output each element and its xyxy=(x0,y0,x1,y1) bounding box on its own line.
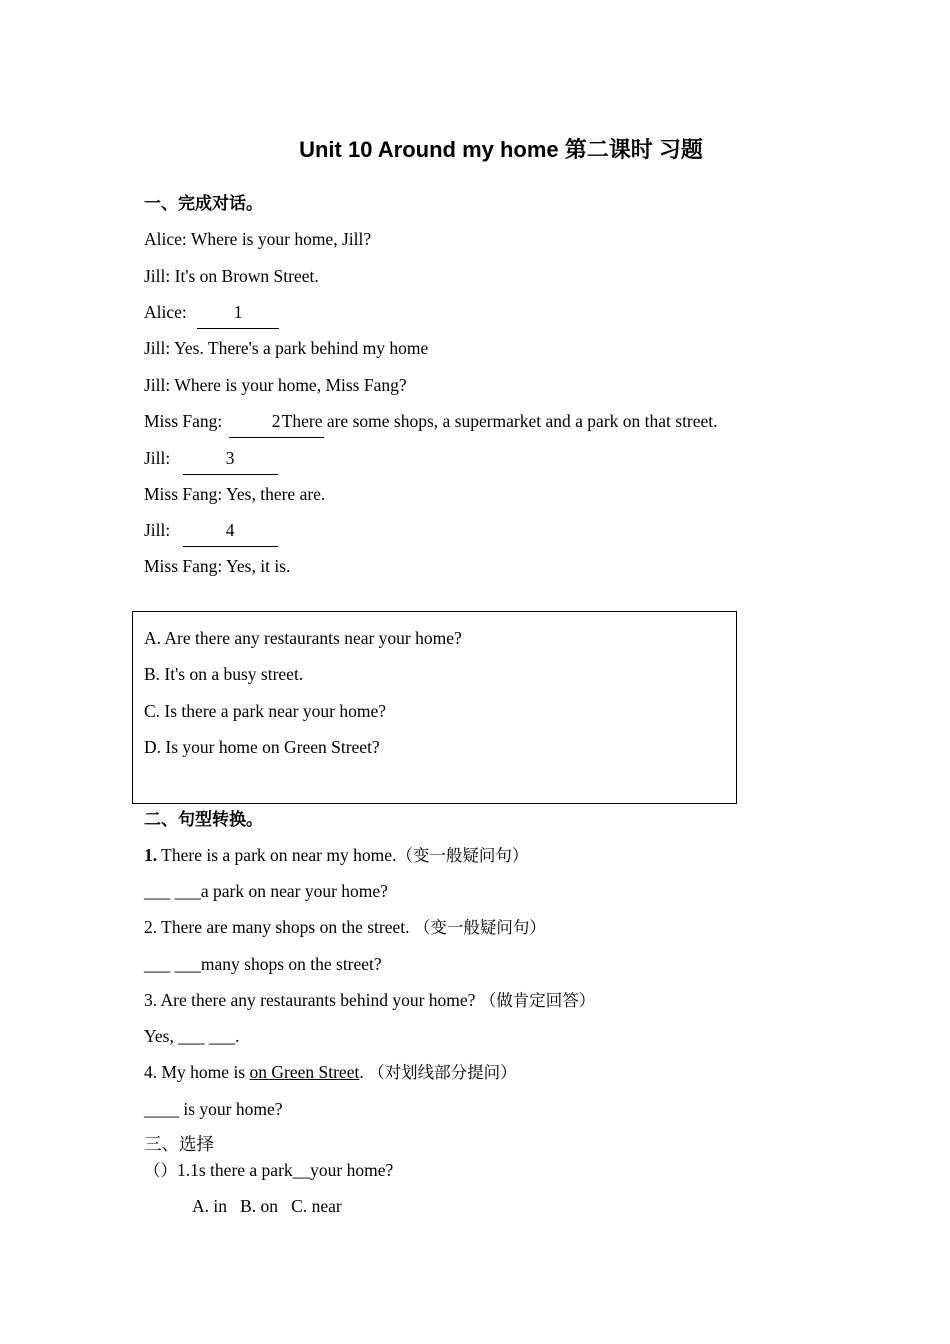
answer-line-2-1[interactable]: ___ ___a park on near your home? xyxy=(144,881,388,901)
dialogue-line-8: Miss Fang: Yes, there are. xyxy=(144,484,326,504)
dialogue-line-9 xyxy=(144,519,278,547)
speaker-label: Jill: xyxy=(144,520,171,540)
answer-line-2-4[interactable]: ____ is your home? xyxy=(144,1099,283,1119)
answer-blank-4[interactable]: 4 xyxy=(183,519,278,547)
question-text: 2. There are many shops on the street. xyxy=(144,917,410,937)
question-text: There is a park on near my home. xyxy=(157,845,397,865)
dialogue-line-10: Miss Fang: Yes, it is. xyxy=(144,556,291,576)
question-text-end: your home? xyxy=(310,1160,394,1180)
question-hint: （变一般疑问句） xyxy=(396,846,529,865)
dialogue-line-6-rest: There are some shops, a supermarket and a park on that street. xyxy=(281,411,718,431)
speaker-label: Miss Fang: xyxy=(144,411,223,431)
option-c: C. Is there a park near your home? xyxy=(144,701,386,721)
underlined-phrase: on Green Street xyxy=(249,1062,360,1082)
question-hint: （变一般疑问句） xyxy=(413,918,546,937)
question-2-4 xyxy=(144,1061,517,1084)
answer-blank-2[interactable]: 2 xyxy=(229,410,324,438)
dialogue-line-4: Jill: Yes. There's a park behind my home xyxy=(144,338,429,358)
question-text: 3. Are there any restaurants behind your home? xyxy=(144,990,476,1010)
option-b: B. It's on a busy street. xyxy=(144,664,304,684)
dialogue-line-3 xyxy=(144,301,279,329)
answer-line-2-2[interactable]: ___ ___many shops on the street? xyxy=(144,954,382,974)
speaker-label: Alice: xyxy=(144,302,187,322)
question-3-1-options: A. in B. on C. near xyxy=(192,1196,342,1216)
question-text: 1.1s there a park xyxy=(177,1160,293,1180)
page-title: Unit 10 Around my home 第二课时 习题 xyxy=(299,137,703,162)
question-hint: （对划线部分提问） xyxy=(368,1063,517,1082)
question-2-2 xyxy=(144,916,546,939)
answer-blank-1[interactable]: 1 xyxy=(197,301,279,329)
section3-heading: 三、选择 xyxy=(144,1135,214,1155)
question-text-end: . xyxy=(359,1062,364,1082)
question-text: 4. My home is xyxy=(144,1062,250,1082)
dialogue-line-6 xyxy=(144,410,718,438)
question-hint: （做肯定回答） xyxy=(479,991,596,1010)
question-blank[interactable]: __ xyxy=(292,1160,311,1180)
dialogue-line-5: Jill: Where is your home, Miss Fang? xyxy=(144,375,407,395)
dialogue-line-2: Jill: It's on Brown Street. xyxy=(144,266,319,286)
question-2-3 xyxy=(144,989,595,1012)
dialogue-line-7 xyxy=(144,447,278,475)
speaker-label: Jill: xyxy=(144,448,171,468)
question-3-1 xyxy=(144,1159,393,1182)
question-number: 1. xyxy=(144,845,158,865)
option-a: A. Are there any restaurants near your home? xyxy=(144,628,462,648)
answer-blank-3[interactable]: 3 xyxy=(183,447,278,475)
question-2-1 xyxy=(144,844,528,867)
answer-line-2-3[interactable]: Yes, ___ ___. xyxy=(144,1026,240,1046)
section1-heading: 一、完成对话。 xyxy=(144,194,263,214)
answer-paren[interactable]: （） xyxy=(144,1161,177,1180)
section2-heading: 二、句型转换。 xyxy=(144,810,263,830)
dialogue-line-1: Alice: Where is your home, Jill? xyxy=(144,229,372,249)
option-d: D. Is your home on Green Street? xyxy=(144,737,380,757)
